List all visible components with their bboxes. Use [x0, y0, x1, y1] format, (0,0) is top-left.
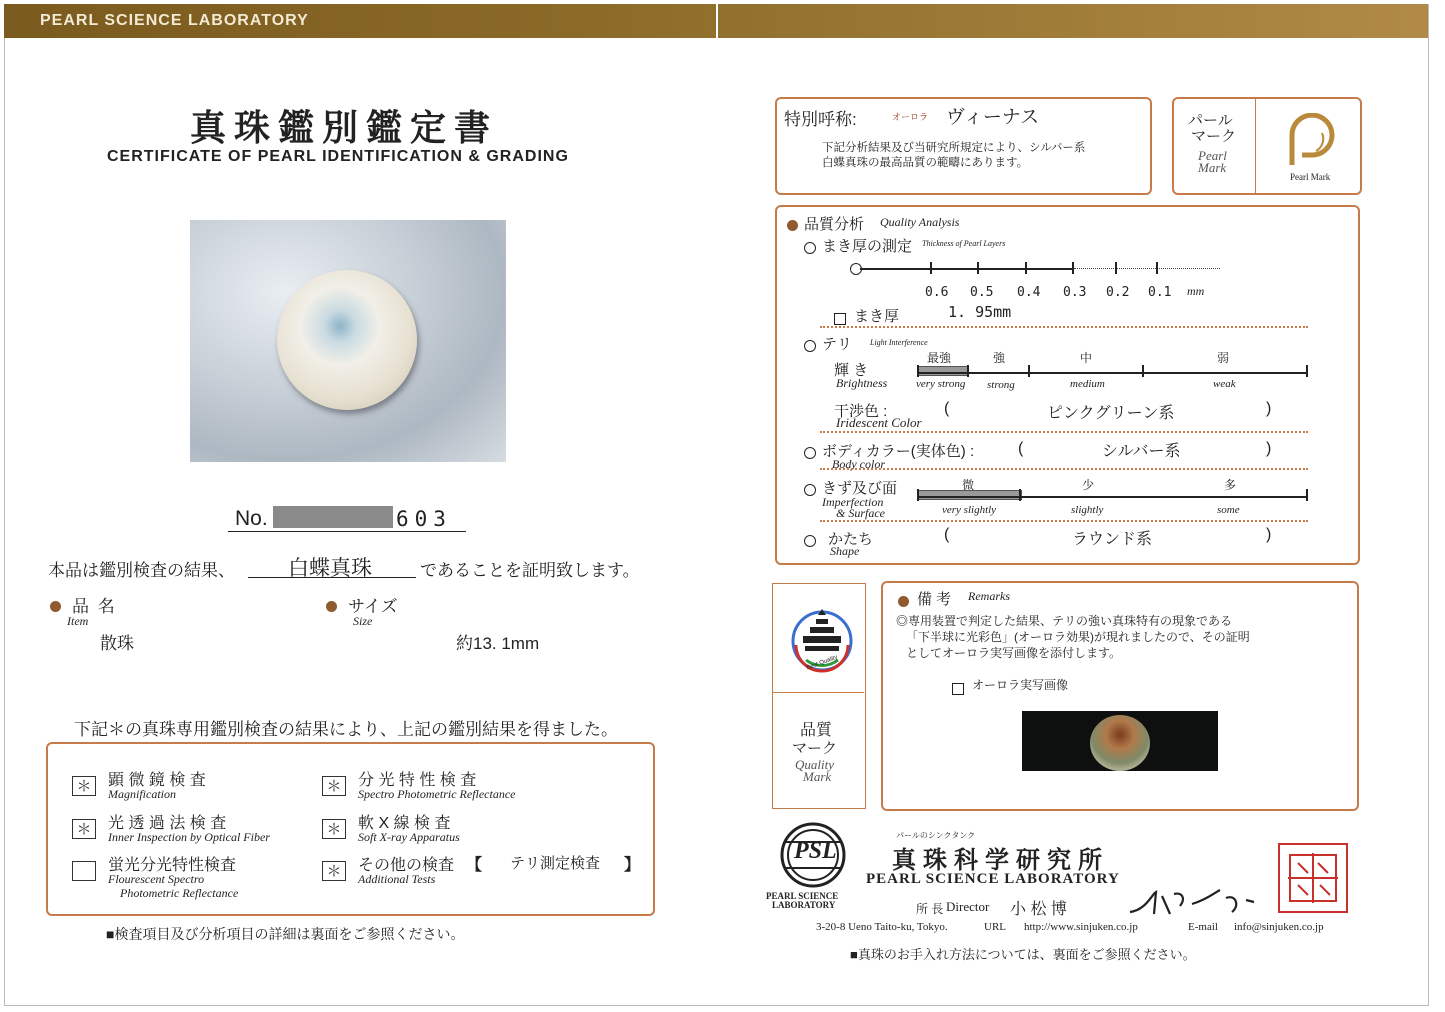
- imperfection-level-en: slightly: [1071, 504, 1104, 516]
- quality-title-en: Quality Analysis: [880, 215, 960, 229]
- pearl-mark-jp2: マーク: [1191, 128, 1237, 145]
- test-optical-fiber-check: ＊: [72, 819, 96, 839]
- thickness-tick-label: 0.2: [1106, 285, 1130, 300]
- special-name: ヴィーナス: [946, 107, 1040, 128]
- shape-value: ラウンド系: [1072, 531, 1153, 548]
- body-color-value: シルバー系: [1102, 443, 1181, 460]
- imperfection-label-en2: & Surface: [836, 506, 885, 520]
- shape-label-en: Shape: [830, 544, 860, 558]
- lab-url: http://www.sinjuken.co.jp: [1024, 921, 1138, 933]
- thickness-tick-label: 0.4: [1017, 285, 1041, 300]
- body-color-label-en: Body color: [832, 457, 885, 471]
- header-lab-name: PEARL SCIENCE LABORATORY: [40, 12, 309, 29]
- brightness-level-en: strong: [987, 379, 1015, 391]
- statement-value: 白蝶真珠: [288, 557, 372, 580]
- special-desc1: 下記分析結果及び当研究所規定により、シルバー系: [822, 142, 1086, 154]
- test-other-check: ＊: [322, 861, 346, 881]
- aurora-image-label: オーロラ実写画像: [972, 678, 1069, 692]
- test-xray-jp: 軟 X 線 検 査: [358, 815, 451, 832]
- test-xray-check: ＊: [322, 819, 346, 839]
- test-xray-en: Soft X-ray Apparatus: [358, 830, 460, 844]
- test-magnification-jp: 顕 微 鏡 検 査: [108, 772, 206, 789]
- quality-mark-jp2: マーク: [792, 740, 838, 757]
- test-magnification-en: Magnification: [108, 787, 176, 801]
- item-label-en: Item: [67, 614, 89, 628]
- brightness-tick: [1142, 365, 1144, 377]
- test-fluorescent-check: [72, 861, 96, 881]
- imperfection-label-en: Imperfection: [822, 495, 884, 509]
- statement-underline: [248, 577, 416, 578]
- quality-mark-jp1: 品質: [800, 722, 833, 739]
- title-jp: 真珠鑑別鑑定書: [190, 107, 499, 149]
- thickness-label-en: Thickness of Pearl Layers: [922, 239, 1006, 248]
- quality-mark-en1: Quality: [795, 757, 834, 772]
- psl-logo-caption2: LABORATORY: [772, 900, 836, 910]
- thickness-value: 1. 95mm: [948, 303, 1012, 321]
- thickness-tick-label: 0.5: [970, 285, 994, 300]
- thickness-tick: [1072, 262, 1074, 274]
- test-optical-fiber-jp: 光 透 過 法 検 査: [108, 815, 227, 832]
- remarks-title-en: Remarks: [968, 589, 1010, 603]
- lab-email-label: E-mail: [1188, 921, 1218, 933]
- paren-close: ): [1266, 400, 1272, 417]
- special-label: 特別呼称:: [784, 110, 857, 129]
- thickness-value-label: まき厚: [854, 308, 900, 325]
- imperfection-scale-line: [918, 496, 1308, 498]
- imperfection-tick: [917, 489, 919, 501]
- imperfection-level-en: very slightly: [942, 504, 997, 516]
- imperfection-label-jp: きず及び面: [822, 480, 898, 497]
- pearl-mark-en2: Mark: [1198, 160, 1227, 175]
- psl-logo-text: PSL: [794, 838, 837, 864]
- teri-label-en: Light Interference: [870, 338, 928, 347]
- cert-no-underline: [228, 531, 466, 532]
- brightness-tick: [1028, 365, 1030, 377]
- item-value: 散珠: [100, 634, 134, 653]
- paren-close: ): [1266, 440, 1272, 457]
- thickness-tick: [930, 262, 932, 274]
- lab-email: info@sinjuken.co.jp: [1234, 921, 1324, 933]
- cert-no-label: No.: [235, 507, 268, 530]
- test-other-bracket-close: 】: [624, 857, 641, 874]
- tests-footnote: ■検査項目及び分析項目の詳細は裏面をご参照ください。: [106, 926, 465, 942]
- brightness-level-en: medium: [1070, 378, 1105, 390]
- teri-label-jp: テリ: [822, 336, 853, 353]
- test-magnification-check: ＊: [72, 776, 96, 796]
- special-aurora: オーロラ: [892, 112, 929, 122]
- item-label-jp: 品 名: [72, 597, 117, 616]
- paren-close: ): [1266, 526, 1272, 543]
- pearl: [277, 270, 417, 410]
- test-spectro-en: Spectro Photometric Reflectance: [358, 787, 516, 801]
- brightness-scale-line: [918, 372, 1308, 374]
- iridescent-label-en: Iridescent Color: [836, 415, 922, 430]
- body-color-label-jp: ボディカラー(実体色) :: [822, 443, 975, 460]
- psl-logo-caption1: PEARL SCIENCE: [766, 891, 839, 901]
- thickness-tick: [1025, 262, 1027, 274]
- cert-no-suffix: 603: [396, 507, 452, 531]
- quality-bullet: [787, 215, 798, 234]
- cert-no-redaction: [273, 506, 393, 528]
- thickness-scale-line: [860, 268, 1074, 270]
- brightness-tick: [917, 365, 919, 377]
- remarks-line2: 「下半球に光彩色」(オーロラ効果)が現れましたので、その証明: [906, 630, 1250, 644]
- thickness-unit: mm: [1187, 284, 1205, 298]
- test-fluorescent-en2: Photometric Reflectance: [120, 886, 239, 900]
- paren-open: (: [944, 400, 950, 417]
- item-bullet: [50, 596, 61, 615]
- quality-title-jp: 品質分析: [804, 216, 865, 233]
- size-label-en: Size: [353, 614, 373, 628]
- brightness-level-jp: 最強: [927, 351, 952, 365]
- thickness-scale-dotted: [1074, 268, 1220, 269]
- brightness-level-jp: 中: [1080, 351, 1093, 365]
- tests-intro: 下記＊の真珠専用鑑別検査の結果により、上記の鑑別結果を得ました。: [74, 720, 618, 739]
- header-divider: [716, 4, 718, 38]
- care-note: ■真珠のお手入れ方法については、裏面をご参照ください。: [850, 947, 1196, 962]
- pearl-mark-divider: [1255, 99, 1256, 193]
- iridescent-value: ピンクグリーン系: [1047, 405, 1175, 422]
- brightness-selected-bar: [918, 366, 968, 376]
- shape-label-jp: かたち: [828, 531, 874, 548]
- special-desc2: 白蝶真珠の最高品質の範疇にあります。: [822, 157, 1029, 169]
- imperfection-level-jp: 微: [962, 478, 975, 492]
- lab-name-jp: 真珠科学研究所: [892, 845, 1109, 874]
- pearl-mark-logo-text: Pearl Mark: [1290, 172, 1331, 182]
- separator: [820, 520, 1308, 522]
- body-color-bullet: [804, 442, 816, 461]
- brightness-level-jp: 強: [993, 351, 1006, 365]
- remarks-bullet: [898, 591, 909, 610]
- teri-bullet: [804, 335, 816, 354]
- pearl-mark-jp1: パール: [1188, 112, 1233, 129]
- thickness-tick: [1115, 262, 1117, 274]
- iridescent-label-jp: 干渉色 :: [834, 403, 888, 420]
- brightness-level-en: weak: [1213, 378, 1236, 390]
- lab-address: 3-20-8 Ueno Taito-ku, Tokyo.: [816, 921, 948, 933]
- quality-mark-en2: Mark: [803, 769, 832, 784]
- paren-open: (: [1018, 440, 1024, 457]
- director-signature: [1126, 884, 1276, 920]
- test-other-extra: テリ測定検査: [510, 855, 601, 872]
- imperfection-bullet: [804, 479, 816, 498]
- thickness-tick: [1156, 262, 1158, 274]
- brightness-label-en: Brightness: [836, 376, 888, 390]
- aurora-pearl: [1090, 715, 1150, 771]
- title-en: CERTIFICATE OF PEARL IDENTIFICATION & GRADING: [107, 148, 569, 165]
- test-fluorescent-jp: 蛍光分光特性検査: [108, 857, 237, 874]
- imperfection-level-jp: 多: [1224, 478, 1237, 492]
- quality-mark-divider: [772, 692, 864, 693]
- imperfection-tick: [1306, 489, 1308, 501]
- thickness-tick-label: 0.6: [925, 285, 949, 300]
- size-value: 約13. 1mm: [456, 634, 540, 653]
- thickness-value-box: [834, 308, 846, 327]
- thickness-bullet: [804, 237, 816, 256]
- remarks-line3: としてオーロラ実写画像を添付します。: [906, 646, 1122, 660]
- test-spectro-jp: 分 光 特 性 検 査: [358, 772, 477, 789]
- test-other-bracket-open: 【: [466, 857, 483, 874]
- lab-tagline: パールのシンクタンク: [896, 831, 976, 840]
- test-other-en: Additional Tests: [358, 872, 436, 886]
- director-name: 小 松 博: [1010, 901, 1067, 918]
- separator: [820, 468, 1308, 470]
- seal-stamp: [1278, 843, 1348, 913]
- thickness-tick-label: 0.3: [1063, 285, 1087, 300]
- imperfection-tick: [1019, 489, 1021, 501]
- thickness-tick: [977, 262, 979, 274]
- statement-post: であることを証明致します。: [420, 561, 640, 580]
- best-quality-logo-text: Best Quality: [805, 654, 839, 672]
- size-label-jp: サイズ: [348, 597, 398, 616]
- pearl-mark-logo-icon: [1280, 113, 1344, 173]
- statement-pre: 本品は鑑別検査の結果、: [48, 561, 235, 580]
- pearl-photo: [190, 220, 506, 462]
- brightness-tick: [967, 365, 969, 377]
- imperfection-level-en: some: [1217, 504, 1240, 516]
- aurora-image-checkbox: [952, 678, 964, 697]
- brightness-label-jp: 輝 き: [834, 362, 869, 379]
- separator: [820, 431, 1308, 433]
- brightness-tick: [1306, 365, 1308, 377]
- test-other-jp: その他の検査: [358, 857, 455, 874]
- remarks-title-jp: 備 考: [917, 591, 952, 608]
- thickness-label-jp: まき厚の測定: [822, 238, 913, 255]
- thickness-tick-label: 0.1: [1148, 285, 1172, 300]
- brightness-level-jp: 弱: [1217, 351, 1230, 365]
- director-label: 所 長: [916, 902, 944, 916]
- imperfection-level-jp: 少: [1082, 478, 1095, 492]
- test-optical-fiber-en: Inner Inspection by Optical Fiber: [108, 830, 270, 844]
- separator: [820, 326, 1308, 328]
- shape-bullet: [804, 530, 816, 549]
- brightness-level-en: very strong: [916, 378, 966, 390]
- aurora-photo: [1022, 711, 1218, 771]
- remarks-line1: ◎専用装置で判定した結果、テリの強い真珠特有の現象である: [896, 614, 1233, 628]
- director-en: Director: [946, 899, 990, 914]
- pearl-mark-en1: Pearl: [1198, 148, 1227, 163]
- paren-open: (: [944, 526, 950, 543]
- test-fluorescent-en: Flourescent Spectro: [108, 872, 205, 886]
- lab-name-en: PEARL SCIENCE LABORATORY: [866, 871, 1120, 887]
- lab-url-label: URL: [984, 921, 1006, 933]
- test-spectro-check: ＊: [322, 776, 346, 796]
- size-bullet: [326, 596, 337, 615]
